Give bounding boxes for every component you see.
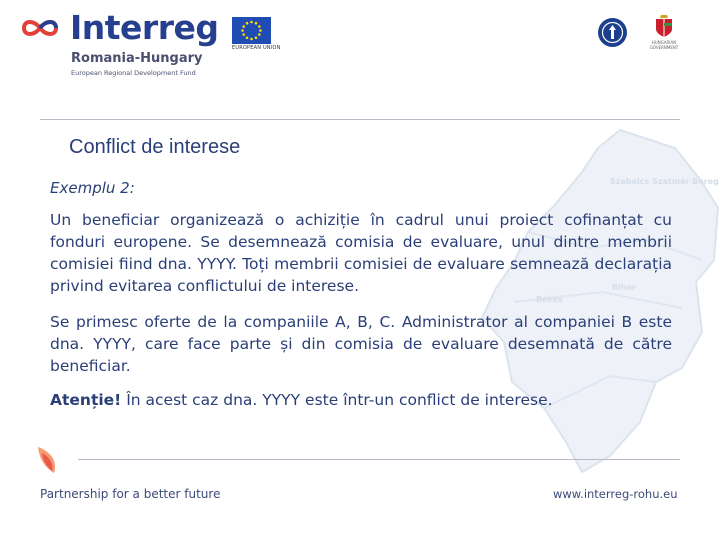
warning-label: Atenție! [50, 391, 122, 409]
romania-government-emblem-icon [597, 17, 628, 48]
map-label-bihor: Bihor [612, 283, 636, 292]
map-label-bekes: Békés [536, 295, 563, 304]
footer-flame-icon [32, 443, 62, 479]
eu-caption: EUROPEAN UNION [232, 45, 281, 51]
program-name: Romania-Hungary [71, 51, 203, 66]
header-divider [40, 119, 680, 120]
paragraph-warning [50, 389, 672, 411]
warning-text: În acest caz dna. YYYY este într-un conflict de interese. [121, 391, 553, 409]
example-heading: Exemplu 2: [50, 179, 135, 197]
slide-title: Conflict de interese [69, 136, 241, 158]
hungary-government-caption: HUNGARIAN GOVERNMENT [649, 40, 679, 50]
interreg-logo-icon [20, 14, 60, 42]
map-label-szabolcs: Szabolcs Szatmár Bereg [610, 177, 719, 186]
hungary-government-emblem-icon [652, 13, 676, 39]
paragraph-scenario: Un beneficiar organizează o achiziție în cadrul unui proiect cofinanțat cu fonduri europene. Se desemnează comisia de evaluare, unul dintre membrii comisiei fiind dna. YYYY. Toți membrii comisiei de evaluare semnează declarația privind evitarea conflictului de interese. [50, 211, 672, 295]
paragraph-offers: Se primesc oferte de la companiile A, B, C. Administrator al companiei B este dna. YYYY, care face parte și din comisia de evaluare desemnată de către beneficiar. [50, 313, 672, 375]
eu-flag-icon [232, 17, 271, 44]
footer-website-link[interactable]: www.interreg-rohu.eu [553, 487, 678, 501]
footer-divider [78, 459, 680, 460]
brand-wordmark: Interreg [70, 8, 219, 47]
background-region-map [470, 120, 720, 480]
fund-name: European Regional Development Fund [71, 69, 196, 77]
footer-tagline: Partnership for a better future [40, 487, 221, 501]
